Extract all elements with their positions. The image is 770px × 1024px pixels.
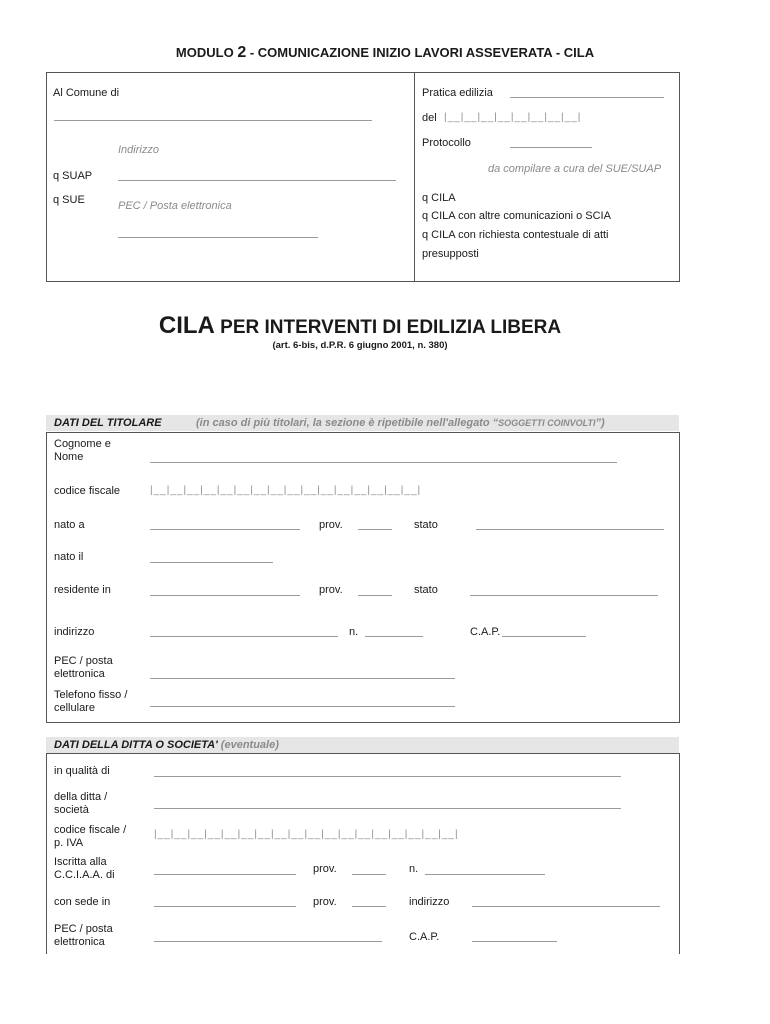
cap-label: C.A.P.: [470, 626, 501, 638]
pec-label-2: elettronica: [54, 668, 105, 680]
ditta-top-border: [46, 753, 679, 754]
indirizzo-hint: Indirizzo: [118, 144, 159, 156]
pec-label-1: PEC / posta: [54, 655, 113, 667]
ditta-cap-field[interactable]: [472, 941, 557, 942]
ditta-header-text: DATI DELLA DITTA O SOCIETA': [54, 739, 218, 751]
ditta-cf-label-2: p. IVA: [54, 837, 84, 849]
res-stato-field[interactable]: [470, 595, 658, 596]
tel-label-1: Telefono fisso /: [54, 689, 128, 701]
telefono-field[interactable]: [150, 706, 455, 707]
ditta-cf-boxes[interactable]: |__|__|__|__|__|__|__|__|__|__|__|__|__|__|__|__|__|__|: [154, 829, 459, 840]
option-cila-scia[interactable]: q CILA con altre comunicazioni o SCIA: [422, 210, 611, 222]
ditta-eventuale: (eventuale): [220, 739, 279, 751]
titolare-note-a: (in caso di più titolari, la sezione è ripetibile nell'allegato “: [196, 417, 499, 429]
pratica-label: Pratica edilizia: [422, 87, 493, 99]
title-number: 2: [237, 44, 247, 61]
nato-a-label: nato a: [54, 519, 85, 531]
res-prov-field[interactable]: [358, 595, 392, 596]
ditta-label-1: della ditta /: [54, 791, 108, 803]
ditta-pec-label-1: PEC / posta: [54, 923, 113, 935]
n-field[interactable]: [365, 636, 423, 637]
recipient-box: [46, 72, 680, 282]
recipient-divider: [414, 72, 415, 282]
ditta-right-border: [679, 753, 680, 954]
del-label: del: [422, 112, 437, 124]
res-prov-label: prov.: [319, 584, 343, 596]
nato-prov-label: prov.: [319, 519, 343, 531]
titolare-note-sc: SOGGETTI COINVOLTI: [498, 418, 596, 428]
ditta-field[interactable]: [154, 808, 621, 809]
iscritta-prov-field[interactable]: [352, 874, 386, 875]
pratica-field[interactable]: [510, 97, 664, 98]
qualita-label: in qualità di: [54, 765, 110, 777]
nato-stato-field[interactable]: [476, 529, 664, 530]
iscritta-label-2: C.C.I.A.A. di: [54, 869, 115, 881]
titolare-header: DATI DEL TITOLARE: [54, 417, 162, 429]
sue-note: da compilare a cura del SUE/SUAP: [488, 163, 662, 175]
nato-il-label: nato il: [54, 551, 84, 563]
cognome-nome-field[interactable]: [150, 462, 617, 463]
indirizzo-field-titolare[interactable]: [150, 636, 338, 637]
nome-label: Nome: [54, 451, 84, 463]
sede-indirizzo-field[interactable]: [472, 906, 660, 907]
pec-field[interactable]: [118, 237, 318, 238]
sede-indirizzo-label: indirizzo: [409, 896, 450, 908]
titolare-header-band: [46, 415, 679, 431]
ditta-header: [54, 739, 279, 752]
title-prefix: MODULO: [175, 45, 234, 60]
ditta-left-border: [46, 753, 47, 954]
sede-prov-label: prov.: [313, 896, 337, 908]
titolare-note: [196, 417, 605, 430]
tel-label-2: cellulare: [54, 702, 95, 714]
sede-field[interactable]: [154, 906, 296, 907]
iscritta-prov-label: prov.: [313, 863, 337, 875]
main-subtitle: (art. 6-bis, d.P.R. 6 giugno 2001, n. 380): [272, 340, 448, 351]
titolare-box: [46, 432, 680, 723]
nato-a-field[interactable]: [150, 529, 300, 530]
comune-field[interactable]: [54, 120, 372, 121]
residente-field[interactable]: [150, 595, 300, 596]
ditta-cap-label: C.A.P.: [409, 931, 440, 943]
ditta-pec-label-2: elettronica: [54, 936, 105, 948]
iscritta-n-field[interactable]: [425, 874, 545, 875]
indirizzo-label: indirizzo: [54, 626, 95, 638]
titolare-note-b: ”): [595, 417, 605, 429]
nato-prov-field[interactable]: [358, 529, 392, 530]
ditta-cf-label-1: codice fiscale /: [54, 824, 127, 836]
iscritta-label-1: Iscritta alla: [54, 856, 107, 868]
ditta-pec-field[interactable]: [154, 941, 382, 942]
n-label: n.: [349, 626, 359, 638]
nato-stato-label: stato: [414, 519, 438, 531]
iscritta-n-label: n.: [409, 863, 419, 875]
title-rest: - COMUNICAZIONE INIZIO LAVORI ASSEVERATA - CILA: [246, 45, 595, 60]
main-title-rest: PER INTERVENTI DI EDILIZIA LIBERA: [214, 317, 562, 338]
sede-prov-field[interactable]: [352, 906, 386, 907]
main-title-cila: CILA: [158, 312, 215, 339]
pec-field-titolare[interactable]: [150, 678, 455, 679]
ditta-label-2: società: [54, 804, 89, 816]
indirizzo-field[interactable]: [118, 180, 396, 181]
main-title: [0, 312, 720, 340]
ditta-header-band: [46, 737, 679, 753]
option-cila-atti[interactable]: q CILA con richiesta contestuale di atti: [422, 229, 609, 241]
codice-fiscale-boxes[interactable]: |__|__|__|__|__|__|__|__|__|__|__|__|__|__|__|__|: [150, 485, 422, 496]
al-comune-label: Al Comune di: [53, 87, 120, 99]
cciaa-field[interactable]: [154, 874, 296, 875]
protocollo-label: Protocollo: [422, 137, 471, 149]
residente-label: residente in: [54, 584, 111, 596]
qualita-field[interactable]: [154, 776, 621, 777]
cognome-label: Cognome e: [54, 438, 111, 450]
option-cila[interactable]: q CILA: [422, 192, 456, 204]
sede-label: con sede in: [54, 896, 111, 908]
protocollo-field[interactable]: [510, 147, 592, 148]
sue-checkbox[interactable]: q SUE: [53, 194, 85, 206]
suap-checkbox[interactable]: q SUAP: [53, 170, 93, 182]
nato-il-field[interactable]: [150, 562, 273, 563]
cap-field[interactable]: [502, 636, 586, 637]
res-stato-label: stato: [414, 584, 438, 596]
del-date-boxes[interactable]: |__|__|__|__|__|__|__|__|: [444, 112, 582, 123]
codice-fiscale-label: codice fiscale: [54, 485, 121, 497]
option-cila-atti-cont: presupposti: [422, 248, 479, 260]
document-title: [0, 44, 770, 62]
pec-hint: PEC / Posta elettronica: [118, 200, 232, 212]
